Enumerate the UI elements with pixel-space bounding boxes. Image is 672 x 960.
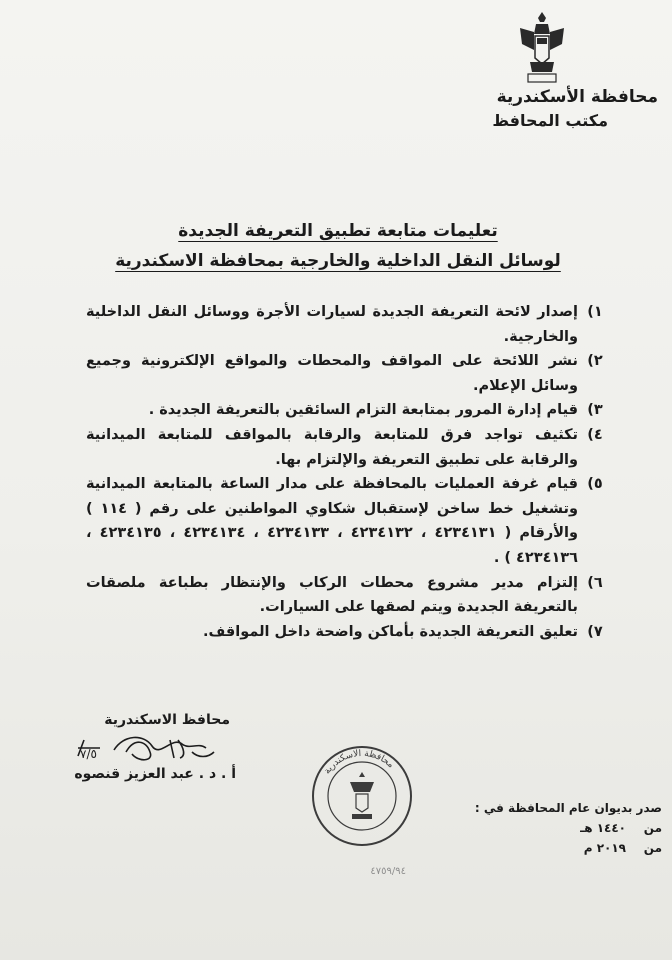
governor-office: مكتب المحافظ bbox=[492, 111, 608, 130]
list-item bbox=[86, 423, 606, 472]
item-text: نشر اللائحة على المواقف والمحطات والمواقع الإلكترونية وجميع وسائل الإعلام. bbox=[86, 353, 578, 394]
hijri-date: ١٤٤٠ هـ bbox=[580, 821, 626, 835]
instructions-list bbox=[86, 300, 606, 644]
gregorian-row bbox=[470, 838, 662, 858]
list-item bbox=[86, 620, 606, 645]
list-item bbox=[86, 349, 606, 398]
issuance-block bbox=[470, 798, 662, 858]
handwritten-signature bbox=[74, 728, 224, 768]
item-text: إصدار لائحة التعريفة الجديدة لسيارات الأجرة ووسائل النقل الداخلية والخارجية. bbox=[86, 304, 578, 345]
item-text: قيام غرفة العمليات بالمحافظة على مدار الساعة بالمتابعة الميدانية وتشغيل خط ساخن لإستقبال شكاوي المواطنين على رقم ( ١١٤ ) والأرقام ( ٤٢٣٤١٣١ ، ٤٢٣٤١٣٢ ، ٤٢٣٤١٣٣ ، ٤٢٣٤١٣٤ ، ٤٢٣٤١٣٥ ، ٤٢٣٤١٣٦ ) . bbox=[86, 476, 579, 566]
item-number: ٥) bbox=[587, 476, 603, 493]
from-label: من bbox=[643, 821, 662, 835]
signatory-title: محافظ الاسكندرية bbox=[104, 712, 230, 728]
signature-initials: ٧/٥ bbox=[80, 747, 97, 761]
item-number: ٣) bbox=[587, 402, 603, 419]
issuance-label: صدر بديوان عام المحافظة في : bbox=[474, 801, 662, 815]
governorate-name: محافظة الأسكندرية bbox=[496, 87, 658, 107]
item-number: ٢) bbox=[587, 353, 603, 370]
list-item bbox=[86, 472, 606, 570]
official-seal-stamp bbox=[310, 742, 414, 850]
item-number: ١) bbox=[587, 304, 603, 320]
registry-mark: ٤٧٥٩/٩٤ bbox=[370, 866, 406, 877]
item-number: ٤) bbox=[587, 426, 603, 443]
signatory-name: أ . د . عبد العزيز قنصوه bbox=[74, 766, 236, 782]
item-number: ٧) bbox=[587, 623, 603, 640]
item-text: قيام إدارة المرور بمتابعة التزام السائقين بالتعريفة الجديدة . bbox=[148, 402, 578, 419]
list-item bbox=[86, 398, 606, 423]
from-label: من bbox=[643, 841, 662, 855]
list-item bbox=[86, 571, 606, 620]
eagle-emblem-icon bbox=[516, 10, 568, 88]
stamp-text: محافظة الاسكندرية bbox=[322, 748, 396, 777]
gregorian-date: ٢٠١٩ م bbox=[583, 841, 626, 855]
item-text: تعليق التعريفة الجديدة بأماكن واضحة داخل المواقف. bbox=[203, 623, 578, 640]
title-line-2: لوسائل النقل الداخلية والخارجية بمحافظة الاسكندرية bbox=[115, 251, 561, 271]
item-text: تكثيف تواجد فرق للمتابعة والرقابة بالمواقف للمتابعة الميدانية والرقابة على تطبيق التعريفة والإلتزام بها. bbox=[86, 426, 578, 468]
title-line-1: تعليمات متابعة تطبيق التعريفة الجديدة bbox=[178, 221, 498, 241]
item-number: ٦) bbox=[587, 574, 603, 591]
item-text: إلتزام مدير مشروع محطات الركاب والإنتظار بطباعة ملصقات بالتعريفة الجديدة ويتم لصقها على السيارات. bbox=[86, 574, 578, 616]
document-title bbox=[110, 216, 566, 276]
hijri-row bbox=[470, 818, 662, 838]
list-item bbox=[86, 300, 606, 349]
